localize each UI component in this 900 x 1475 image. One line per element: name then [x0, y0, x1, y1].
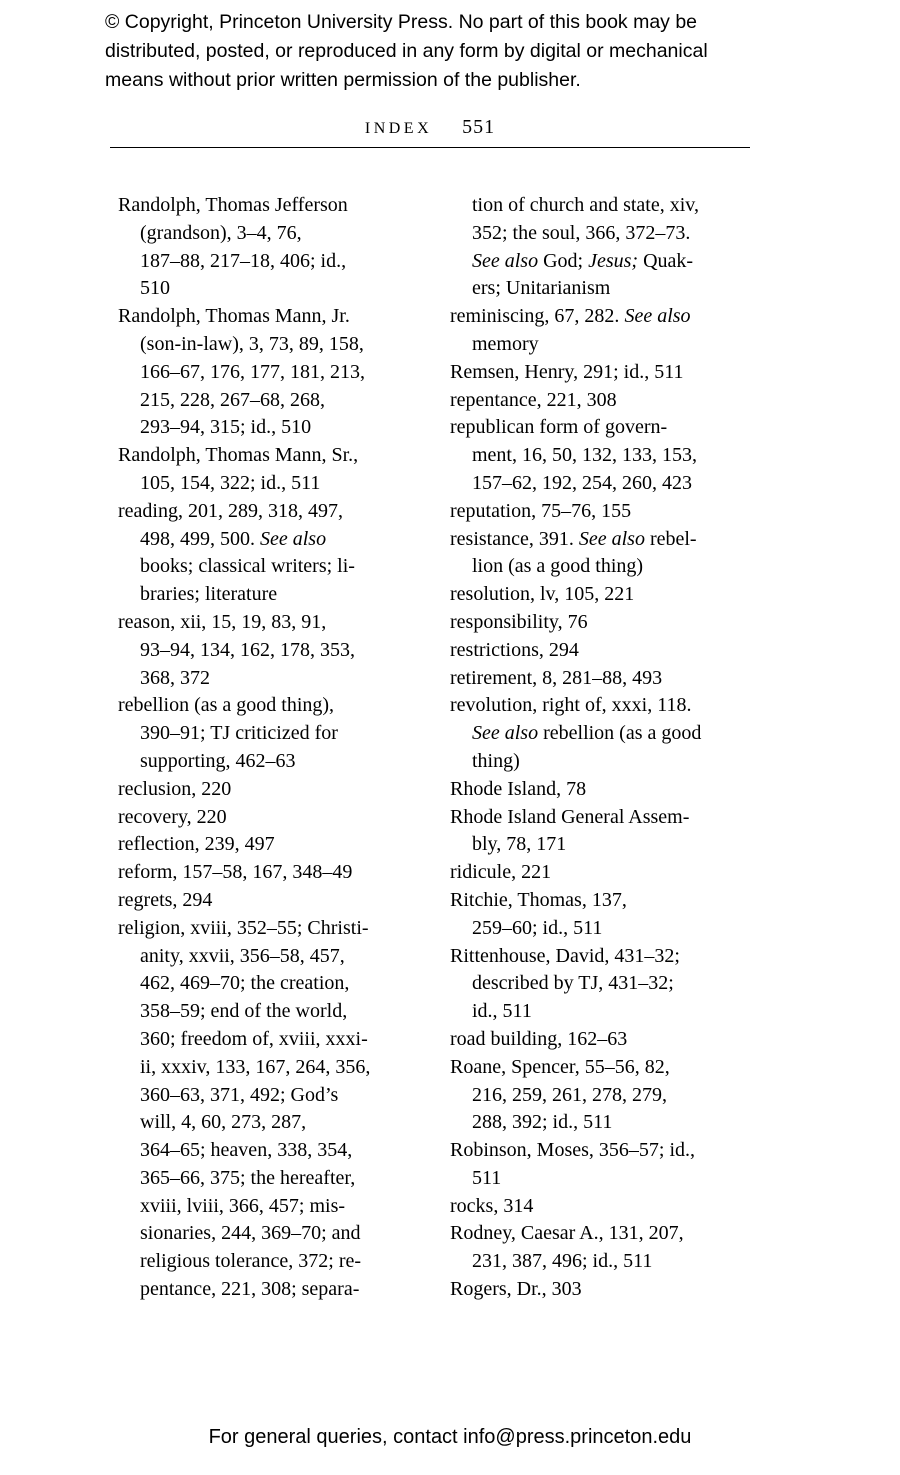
index-line [118, 1220, 448, 1248]
index-entry-text: lion (as a good thing) [472, 555, 644, 578]
index-line [450, 859, 795, 887]
index-line [118, 637, 448, 665]
index-entry-text: reading, 201, 289, 318, 497, [118, 499, 343, 522]
index-entry-text: reputation, 75–76, 155 [450, 499, 632, 522]
index-entry-text: reclusion, 220 [118, 777, 232, 800]
index-line [450, 998, 795, 1026]
index-entry-text: Rhode Island, 78 [450, 777, 587, 800]
index-line [118, 609, 448, 637]
index-entry-text: recovery, 220 [118, 805, 227, 828]
index-line [118, 804, 448, 832]
index-line [450, 748, 795, 776]
index-line [118, 470, 448, 498]
index-entry-text: reform, 157–58, 167, 348–49 [118, 861, 353, 884]
index-entry-text: reflection, 239, 497 [118, 833, 275, 856]
index-line [450, 359, 795, 387]
index-line [450, 526, 795, 554]
see-also-reference: See also [624, 305, 691, 328]
index-line [450, 192, 795, 220]
index-line [118, 526, 448, 554]
index-entry-text: ii, xxxiv, 133, 167, 264, 356, [140, 1055, 371, 1078]
index-entry-text: regrets, 294 [118, 888, 213, 911]
index-line [118, 1054, 448, 1082]
index-line [450, 442, 795, 470]
index-entry-text: 293–94, 315; id., 510 [140, 416, 312, 439]
index-line [118, 248, 448, 276]
index-line [118, 859, 448, 887]
index-line [118, 442, 448, 470]
index-entry-text: Robinson, Moses, 356–57; id., [450, 1139, 696, 1162]
copyright-line: distributed, posted, or reproduced in any form by digital or mechanical [105, 40, 708, 62]
index-line [450, 943, 795, 971]
index-line [118, 692, 448, 720]
index-line [450, 970, 795, 998]
index-line [118, 1193, 448, 1221]
index-entry-text: 216, 259, 261, 278, 279, [472, 1083, 667, 1106]
index-entry-text: supporting, 462–63 [140, 749, 296, 772]
index-line [450, 1082, 795, 1110]
index-line [450, 498, 795, 526]
index-line [450, 303, 795, 331]
index-entry-text: Rhode Island General Assem- [450, 805, 690, 828]
running-head-title: INDEX [364, 120, 433, 137]
index-entry-text: (grandson), 3–4, 76, [140, 221, 302, 244]
index-entry-text: 511 [472, 1166, 502, 1189]
index-line [118, 192, 448, 220]
index-line [118, 1109, 448, 1137]
index-entry-text: 360; freedom of, xviii, xxxi- [140, 1027, 368, 1050]
index-line [450, 331, 795, 359]
index-line [118, 220, 448, 248]
index-line [450, 609, 795, 637]
index-entry-text: revolution, right of, xxxi, 118. [450, 694, 692, 717]
index-entry-text: 93–94, 134, 162, 178, 353, [140, 638, 355, 661]
index-line [450, 831, 795, 859]
index-line [450, 414, 795, 442]
index-line [450, 387, 795, 415]
index-entry-text: braries; literature [140, 583, 278, 606]
index-line [450, 915, 795, 943]
index-line [450, 553, 795, 581]
index-line [450, 275, 795, 303]
index-entry-text: id., 511 [472, 1000, 532, 1023]
index-entry-text: rebellion (as a good thing), [118, 694, 335, 717]
index-line [450, 887, 795, 915]
index-line [118, 553, 448, 581]
index-line [450, 1054, 795, 1082]
see-also-reference: See also [472, 249, 539, 272]
running-head [110, 116, 750, 139]
index-line [450, 804, 795, 832]
index-entry-text: repentance, 221, 308 [450, 388, 617, 411]
index-line [118, 1165, 448, 1193]
index-line [118, 943, 448, 971]
index-line [118, 498, 448, 526]
index-entry-text: tion of church and state, xiv, [472, 194, 699, 216]
index-entry-text: 157–62, 192, 254, 260, 423 [472, 471, 692, 494]
footer-contact: For general queries, contact info@press.princeton.edu [208, 1426, 692, 1448]
index-line [118, 331, 448, 359]
index-line [118, 303, 448, 331]
index-entry-text: 462, 469–70; the creation, [140, 972, 350, 995]
index-entry-text: Roane, Spencer, 55–56, 82, [450, 1055, 670, 1078]
index-entry-text: 360–63, 371, 492; God’s [140, 1083, 339, 1106]
index-line [118, 1248, 448, 1276]
index-line [450, 1109, 795, 1137]
index-entry-text: republican form of govern- [450, 416, 668, 439]
index-entry-text: religion, xviii, 352–55; Christi- [118, 916, 369, 939]
index-entry-text: Randolph, Thomas Mann, Jr. [118, 305, 350, 328]
index-entry-text: 364–65; heaven, 338, 354, [140, 1139, 353, 1162]
index-entry-text: rocks, 314 [450, 1194, 534, 1217]
index-line [450, 776, 795, 804]
index-line [450, 470, 795, 498]
index-line [450, 1026, 795, 1054]
index-entry-text: bly, 78, 171 [472, 833, 567, 856]
see-also-reference: Jesus; [588, 249, 639, 272]
index-line [118, 998, 448, 1026]
index-line [118, 1276, 448, 1304]
index-right-column [450, 192, 795, 1304]
index-line [450, 692, 795, 720]
index-line [450, 581, 795, 609]
index-line [118, 387, 448, 415]
index-line [118, 581, 448, 609]
index-entry-text: religious tolerance, 372; re- [140, 1250, 362, 1273]
index-line [118, 748, 448, 776]
index-entry-text: 498, 499, 500. [140, 527, 260, 550]
index-entry-text: ers; Unitarianism [472, 277, 611, 300]
index-entry-text: rebellion (as a good [538, 722, 702, 745]
index-entry-text: 352; the soul, 366, 372–73. [472, 221, 691, 244]
index-entry-text: Ritchie, Thomas, 137, [450, 888, 627, 911]
index-left-column [118, 192, 448, 1304]
index-line [450, 1137, 795, 1165]
index-line [450, 665, 795, 693]
copyright-notice [105, 8, 708, 95]
index-entry-text: 510 [140, 277, 170, 300]
index-line [450, 220, 795, 248]
index-entry-text: 390–91; TJ criticized for [140, 722, 338, 745]
index-line [118, 720, 448, 748]
index-entry-text: 105, 154, 322; id., 511 [140, 471, 321, 494]
index-entry-text: Rodney, Caesar A., 131, 207, [450, 1222, 684, 1245]
index-entry-text: xviii, lviii, 366, 457; mis- [140, 1194, 346, 1217]
index-entry-text: Remsen, Henry, 291; id., 511 [450, 360, 684, 383]
index-line [118, 776, 448, 804]
index-line [118, 887, 448, 915]
index-entry-text: Quak- [638, 249, 694, 272]
index-line [450, 1276, 795, 1304]
index-entry-text: 259–60; id., 511 [472, 916, 603, 939]
index-entry-text: Rittenhouse, David, 431–32; [450, 944, 680, 967]
index-entry-text: God; [538, 249, 589, 272]
index-entry-text: road building, 162–63 [450, 1027, 628, 1050]
index-line [450, 1248, 795, 1276]
index-entry-text: described by TJ, 431–32; [472, 972, 674, 995]
index-entry-text: ridicule, 221 [450, 861, 552, 884]
index-entry-text: restrictions, 294 [450, 638, 579, 661]
index-entry-text: sionaries, 244, 369–70; and [140, 1222, 361, 1245]
index-line [118, 831, 448, 859]
page-number: 551 [462, 116, 496, 138]
index-entry-text: memory [472, 332, 539, 355]
index-line [450, 1165, 795, 1193]
index-line [118, 359, 448, 387]
index-entry-text: ment, 16, 50, 132, 133, 153, [472, 444, 697, 467]
index-line [118, 665, 448, 693]
index-entry-text: resistance, 391. [450, 527, 579, 550]
index-line [118, 1026, 448, 1054]
index-entry-text: 166–67, 176, 177, 181, 213, [140, 360, 365, 383]
index-line [450, 248, 795, 276]
copyright-line: means without prior written permission of the publisher. [105, 69, 581, 91]
index-entry-text: reason, xii, 15, 19, 83, 91, [118, 610, 327, 633]
index-entry-text: books; classical writers; li- [140, 555, 355, 578]
index-line [118, 414, 448, 442]
index-entry-text: Randolph, Thomas Mann, Sr., [118, 444, 359, 467]
index-entry-text: anity, xxvii, 356–58, 457, [140, 944, 345, 967]
index-entry-text: 288, 392; id., 511 [472, 1111, 613, 1134]
index-line [118, 915, 448, 943]
index-line [118, 970, 448, 998]
index-line [450, 1220, 795, 1248]
index-entry-text: 368, 372 [140, 666, 210, 689]
index-entry-text: 365–66, 375; the hereafter, [140, 1166, 356, 1189]
index-entry-text: responsibility, 76 [450, 610, 588, 633]
index-entry-text: Rogers, Dr., 303 [450, 1278, 582, 1301]
index-entry-text: resolution, lv, 105, 221 [450, 583, 635, 606]
index-line [450, 1193, 795, 1221]
index-entry-text: (son-in-law), 3, 73, 89, 158, [140, 332, 364, 355]
index-line [118, 275, 448, 303]
see-also-reference: See also [472, 722, 539, 745]
header-rule [110, 147, 750, 148]
index-entry-text: 215, 228, 267–68, 268, [140, 388, 325, 411]
index-entry-text: 231, 387, 496; id., 511 [472, 1250, 653, 1273]
index-entry-text: Randolph, Thomas Jefferson [118, 194, 348, 216]
index-entry-text: 358–59; end of the world, [140, 1000, 348, 1023]
index-entry-text: reminiscing, 67, 282. [450, 305, 625, 328]
index-line [450, 637, 795, 665]
index-entry-text: 187–88, 217–18, 406; id., [140, 249, 347, 272]
index-entry-text: rebel- [644, 527, 697, 550]
index-line [450, 720, 795, 748]
index-line [118, 1137, 448, 1165]
see-also-reference: See also [260, 527, 327, 550]
copyright-line: © Copyright, Princeton University Press. No part of this book may be [105, 11, 698, 33]
index-entry-text: retirement, 8, 281–88, 493 [450, 666, 663, 689]
see-also-reference: See also [578, 527, 645, 550]
index-entry-text: will, 4, 60, 273, 287, [140, 1111, 307, 1134]
index-entry-text: thing) [472, 749, 520, 772]
index-line [118, 1082, 448, 1110]
index-entry-text: pentance, 221, 308; separa- [140, 1278, 360, 1301]
